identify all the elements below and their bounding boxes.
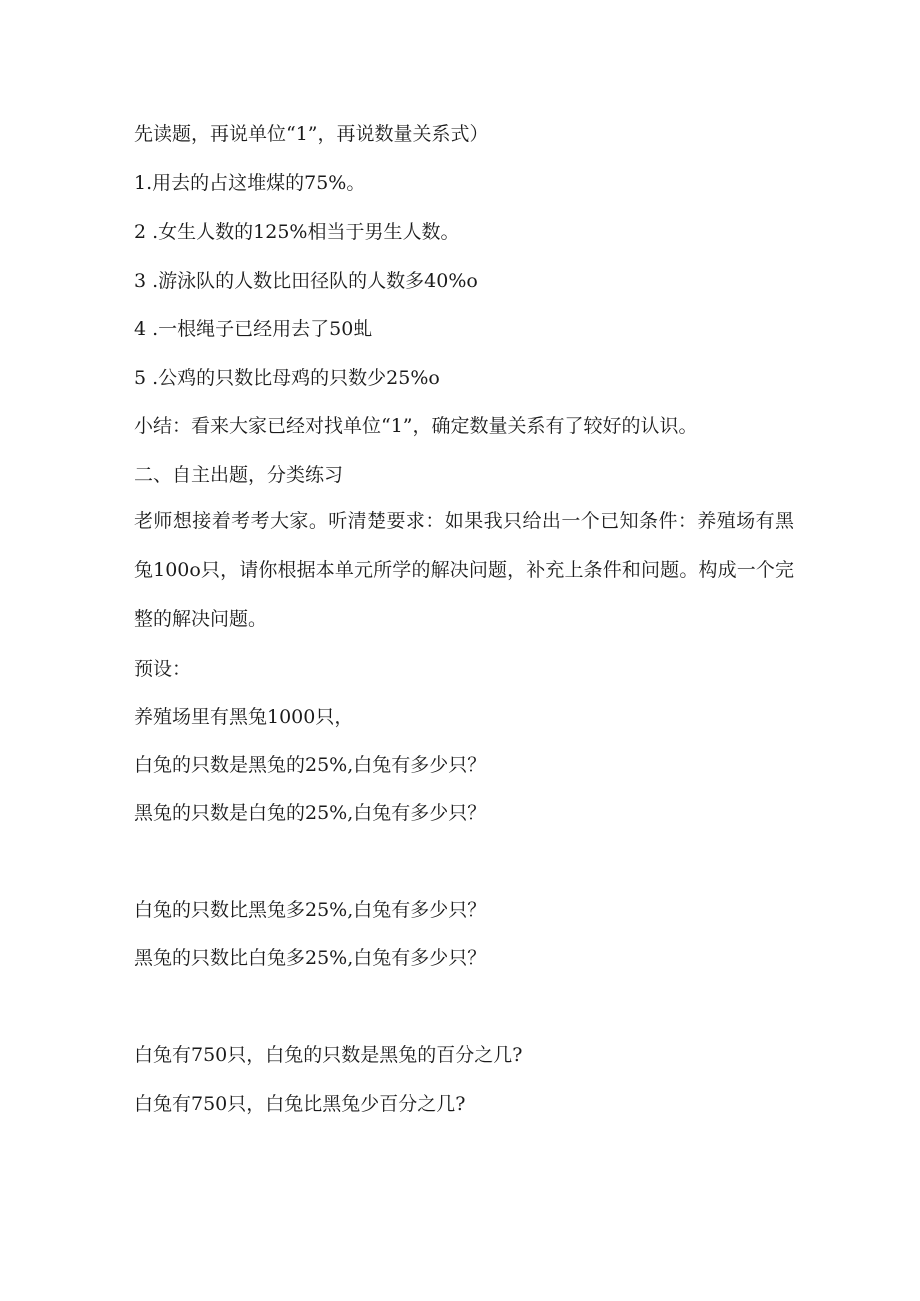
question-1: 1.用去的占这堆煤的75%。 — [134, 172, 366, 194]
problem-3: 白兔的只数比黑兔多25%,白兔有多少只？ — [134, 899, 487, 921]
problem-4: 黑兔的只数比白兔多25%,白兔有多少只？ — [134, 947, 487, 969]
question-4: 4 .一根绳子已经用去了50虬 — [134, 318, 373, 340]
problem-1: 白兔的只数是黑兔的25%,白兔有多少只？ — [134, 754, 487, 776]
task-paragraph: 老师想接着考考大家。听清楚要求：如果我只给出一个已知条件：养殖场有黑兔100o只，请你根据本单元所学的解决问题，补充上条件和问题。构成一个完整的解决问题。 — [134, 510, 794, 630]
summary-line: 小结：看来大家已经对找单位“1”，确定数量关系有了较好的认识。 — [134, 415, 698, 437]
question-5: 5 .公鸡的只数比母鸡的只数少25%o — [134, 367, 440, 389]
farm-line: 养殖场里有黑兔1000只， — [134, 706, 354, 728]
preset-label: 预设： — [134, 658, 192, 680]
question-3: 3 .游泳队的人数比田径队的人数多40%o — [134, 270, 478, 292]
problem-6: 白兔有750只，白兔比黑兔少百分之几? — [134, 1093, 466, 1115]
question-2: 2 .女生人数的125%相当于男生人数。 — [134, 221, 460, 243]
intro-line: 先读题，再说单位“1”，再说数量关系式） — [134, 123, 489, 145]
problem-5: 白兔有750只，白兔的只数是黑兔的百分之几? — [134, 1044, 523, 1066]
section-heading: 二、自主出题，分类练习 — [134, 464, 344, 486]
problem-2: 黑兔的只数是白兔的25%,白兔有多少只？ — [134, 802, 487, 824]
